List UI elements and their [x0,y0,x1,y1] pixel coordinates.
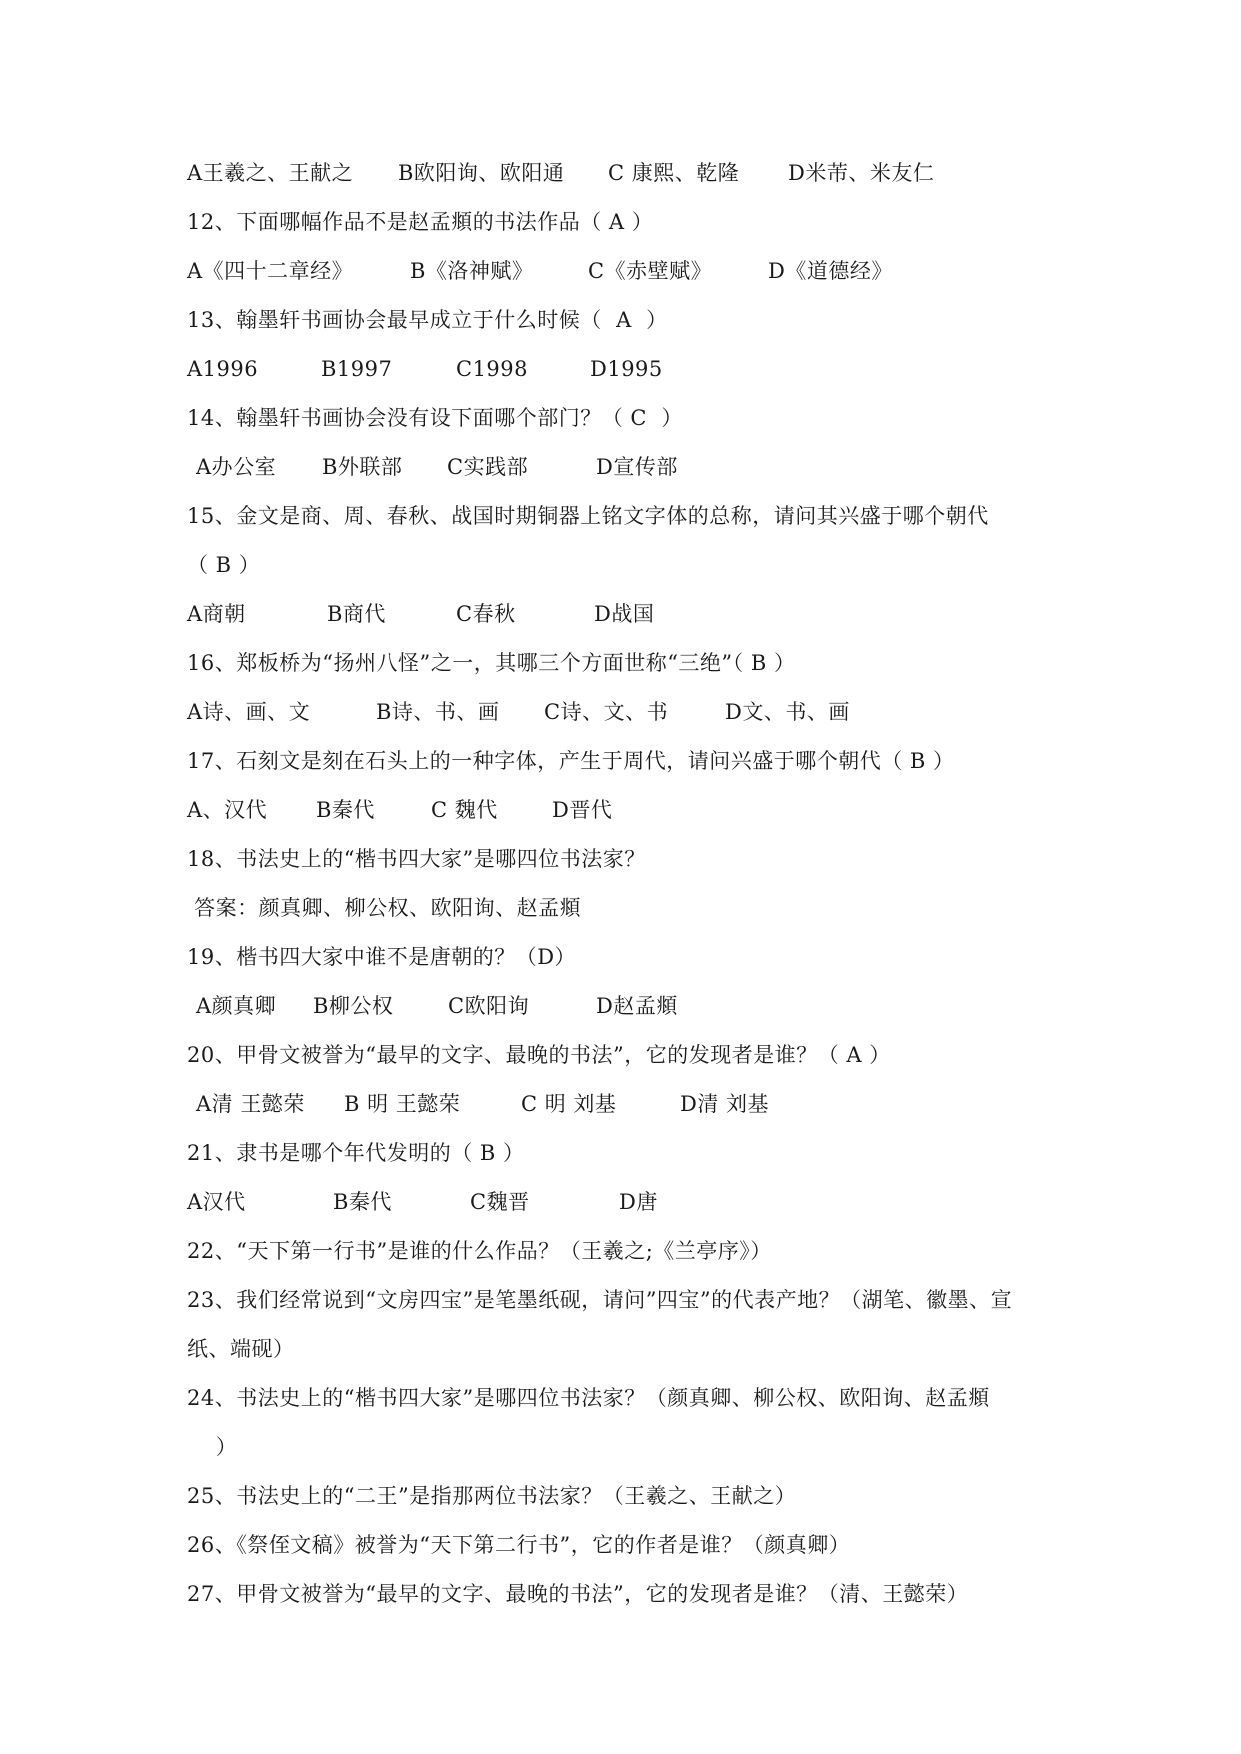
question-22: 22、“天下第一行书”是谁的什么作品？（王羲之;《兰亭序》） [187,1239,772,1263]
option-d: D清 刘基 [680,1092,770,1116]
option-b: B秦代 [316,798,375,822]
option-c: C《赤壁赋》 [588,259,713,283]
option-b: B外联部 [322,455,403,479]
option-d: D唐 [619,1190,658,1214]
option-c: C实践部 [447,455,529,479]
option-a: A办公室 [196,455,277,479]
option-d: D战国 [594,602,655,626]
question-18: 18、书法史上的“楷书四大家”是哪四位书法家？ [187,847,646,871]
option-c: C 康熙、乾隆 [608,161,740,185]
option-d: D1995 [590,357,663,381]
option-c: C春秋 [456,602,516,626]
option-a: A、汉代 [187,798,268,822]
option-a: A《四十二章经》 [187,259,354,283]
option-d: D《道德经》 [768,259,893,283]
question-23-continued: 纸、端砚） [187,1337,295,1361]
question-13: 13、翰墨轩书画协会最早成立于什么时候（ A ） [187,308,668,332]
option-d: D晋代 [552,798,613,822]
question-26: 26、《祭侄文稿》被誉为“天下第二行书”，它的作者是谁？（颜真卿） [187,1533,851,1557]
option-c: C欧阳询 [448,994,530,1018]
option-c: C 魏代 [431,798,498,822]
question-19: 19、楷书四大家中谁不是唐朝的？（D） [187,945,577,969]
question-15-answer: （ B ） [187,553,261,577]
option-c: C魏晋 [470,1190,530,1214]
option-a: A商朝 [187,602,246,626]
question-12: 12、下面哪幅作品不是赵孟頫的书法作品（ A ） [187,210,654,234]
option-c: C 明 刘基 [521,1092,617,1116]
option-a: A王羲之、王献之 [187,161,354,185]
option-d: D文、书、画 [725,700,850,724]
option-c: C1998 [456,357,529,381]
question-18-answer: 答案：颜真卿、柳公权、欧阳询、赵孟頫 [187,896,582,920]
option-b: B欧阳询、欧阳通 [398,161,565,185]
option-b: B商代 [327,602,386,626]
option-b: B柳公权 [313,994,394,1018]
option-a: A清 王懿荣 [196,1092,305,1116]
question-24-continued: ） [187,1435,238,1459]
option-a: A汉代 [187,1190,246,1214]
option-d: D米芾、米友仁 [788,161,935,185]
question-24: 24、书法史上的“楷书四大家”是哪四位书法家？（颜真卿、柳公权、欧阳询、赵孟頫 [187,1386,990,1410]
option-a: A1996 [187,357,259,381]
option-b: B 明 王懿荣 [344,1092,461,1116]
question-17: 17、石刻文是刻在石头上的一种字体，产生于周代，请问兴盛于哪个朝代（ B ） [187,749,955,773]
option-b: B1997 [321,357,393,381]
option-c: C诗、文、书 [544,700,669,724]
question-27: 27、甲骨文被誉为“最早的文字、最晚的书法”，它的发现者是谁？（清、王懿荣） [187,1582,969,1606]
option-a: A颜真卿 [196,994,277,1018]
question-16: 16、郑板桥为“扬州八怪”之一，其哪三个方面世称“三绝”（ B ） [187,651,796,675]
question-15: 15、金文是商、周、春秋、战国时期铜器上铭文字体的总称，请问其兴盛于哪个朝代 [187,504,989,528]
option-b: B《洛神赋》 [410,259,534,283]
option-d: D宣传部 [596,455,678,479]
question-14: 14、翰墨轩书画协会没有设下面哪个部门？（ C ） [187,406,683,430]
option-b: B诗、书、画 [376,700,500,724]
question-25: 25、书法史上的“二王”是指那两位书法家？（王羲之、王献之） [187,1484,797,1508]
question-20: 20、甲骨文被誉为“最早的文字、最晚的书法”，它的发现者是谁？（ A ） [187,1043,891,1067]
option-a: A诗、画、文 [187,700,311,724]
question-21: 21、隶书是哪个年代发明的（ B ） [187,1141,525,1165]
option-d: D赵孟頫 [596,994,678,1018]
option-b: B秦代 [333,1190,392,1214]
question-23: 23、我们经常说到“文房四宝”是笔墨纸砚，请问”四宝”的代表产地？（湖笔、徽墨、宣 [187,1288,1013,1312]
